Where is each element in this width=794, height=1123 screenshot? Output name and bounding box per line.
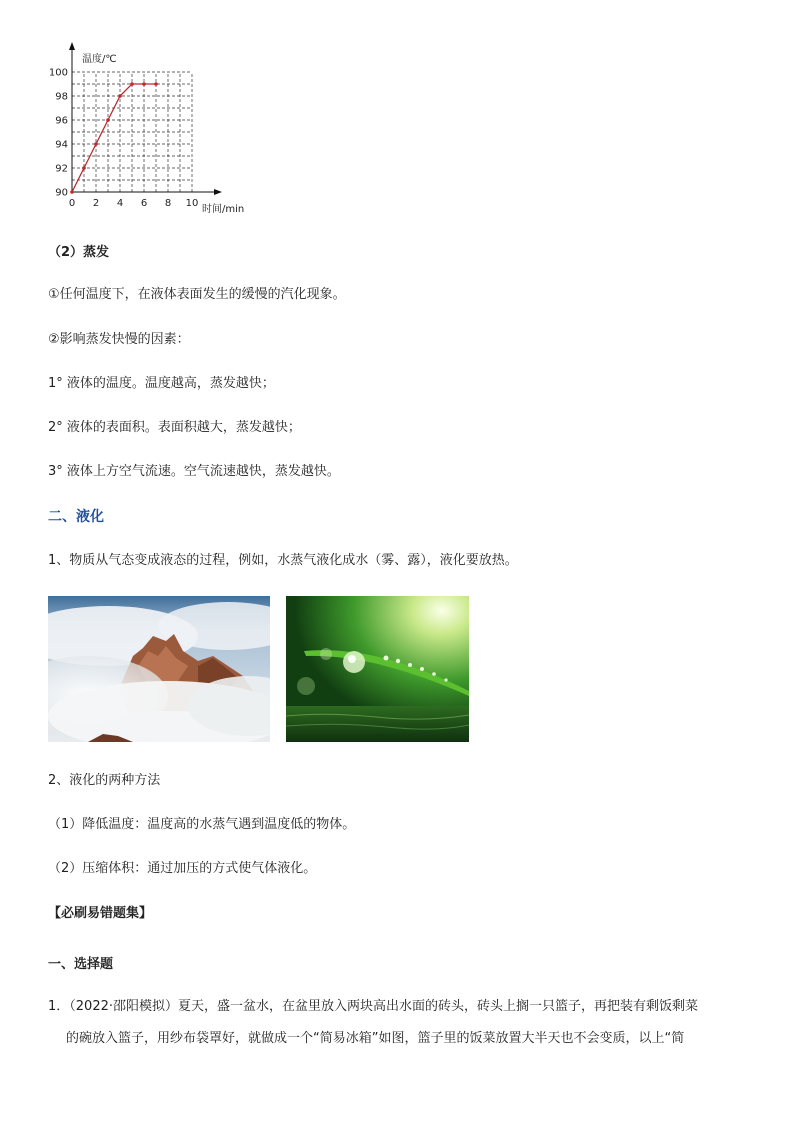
evaporation-factors-intro: ②影响蒸发快慢的因素： — [48, 332, 190, 347]
section-evaporation-title: （2）蒸发 — [48, 245, 110, 260]
x-tick-label: 0 — [68, 198, 76, 209]
liquefaction-method-2: （2）压缩体积：通过加压的方式使气体液化。 — [48, 861, 317, 876]
question-1-line-2: 的碗放入篮子，用纱布袋罩好，就做成一个“简易冰箱”如图，篮子里的饭菜放置大半天也不会变质，以上“简 — [66, 1031, 685, 1046]
chart-ticks — [49, 68, 198, 210]
section-liquefaction-title: 二、液化 — [48, 509, 104, 525]
temperature-time-chart — [38, 42, 278, 222]
liquefaction-method-1: （1）降低温度：温度高的水蒸气遇到温度低的物体。 — [48, 817, 356, 832]
liquefaction-methods-title: 2、液化的两种方法 — [48, 773, 161, 788]
data-point — [82, 166, 86, 170]
evaporation-factor-2: 2° 液体的表面积。表面积越大，蒸发越快； — [48, 420, 301, 435]
evaporation-factor-3: 3° 液体上方空气流速。空气流速越快，蒸发越快。 — [48, 464, 340, 479]
x-tick-label: 6 — [140, 198, 148, 209]
x-tick-label: 2 — [92, 198, 100, 209]
x-tick-label: 8 — [164, 198, 172, 209]
x-tick-label: 10 — [185, 198, 199, 209]
x-tick-label: 4 — [116, 198, 124, 209]
y-tick-label: 96 — [55, 115, 68, 127]
data-point — [118, 94, 122, 98]
choice-questions-title: 一、选择题 — [48, 957, 114, 972]
data-point — [130, 82, 134, 86]
chart-series — [70, 82, 158, 194]
data-point — [142, 82, 146, 86]
question-1-line-1: 1．（2022·邵阳模拟）夏天，盛一盆水，在盆里放入两块高出水面的砖头，砖头上搁一只篮子，再把装有剩饭剩菜 — [48, 999, 698, 1014]
y-axis-label: 温度/℃ — [82, 54, 117, 65]
y-tick-label: 98 — [55, 91, 68, 103]
y-tick-label: 90 — [55, 187, 68, 199]
dew-drop-photo — [286, 596, 469, 742]
chart-grid — [72, 72, 192, 192]
evaporation-definition: ①任何温度下，在液体表面发生的缓慢的汽化现象。 — [48, 287, 346, 302]
mistakes-collection-title: 【必刷易错题集】 — [48, 906, 153, 921]
fog-mountain-photo — [48, 596, 270, 742]
y-tick-label: 94 — [55, 139, 68, 151]
x-axis-arrow — [214, 189, 222, 195]
series-line — [72, 84, 156, 192]
evaporation-factor-1: 1° 液体的温度。温度越高，蒸发越快； — [48, 376, 275, 391]
data-point — [94, 142, 98, 146]
y-tick-label: 92 — [55, 163, 68, 175]
x-axis-label: 时间/min — [202, 204, 245, 215]
y-tick-label: 100 — [48, 67, 68, 79]
data-point — [106, 118, 110, 122]
y-axis-arrow — [69, 42, 75, 50]
data-point — [70, 190, 74, 194]
liquefaction-definition: 1、物质从气态变成液态的过程，例如，水蒸气液化成水（雾、露），液化要放热。 — [48, 553, 518, 568]
data-point — [154, 82, 158, 86]
